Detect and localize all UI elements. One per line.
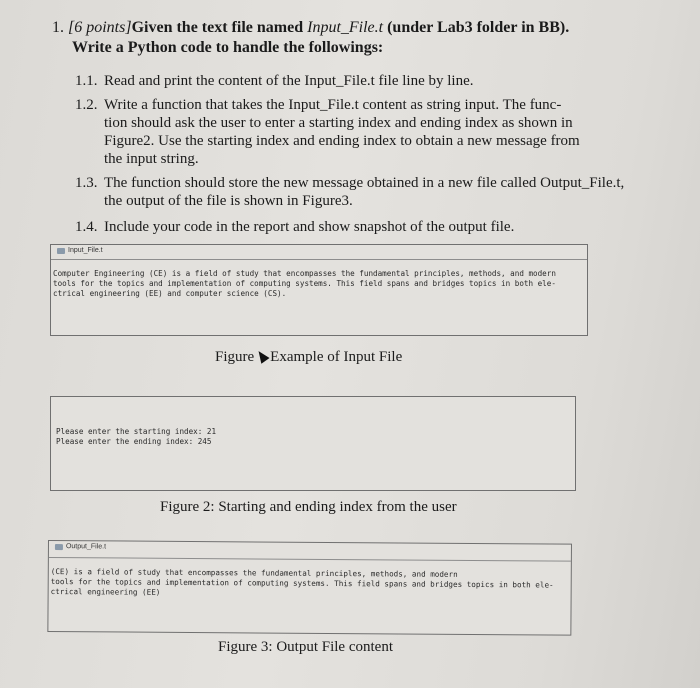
file-line: ctrical engineering (EE) xyxy=(50,587,161,597)
file-line: (CE) is a field of study that encompasses the fundamental principles, methods, and modern xyxy=(50,567,458,579)
subitem-number: 1.4. xyxy=(75,219,98,235)
file-line: ctrical engineering (EE) and computer science (CS). xyxy=(53,289,287,298)
caption-label: Figure xyxy=(215,349,255,365)
file-line: tools for the topics and implementation of computing systems. This field spans and bridges topics in both ele- xyxy=(50,577,554,590)
file-content xyxy=(51,567,554,601)
subitem-text: Write a function that takes the Input_File.t content as string input. The func- xyxy=(104,97,562,113)
tab-divider xyxy=(51,259,587,260)
file-icon xyxy=(57,248,65,254)
window-title xyxy=(57,247,103,254)
file-content xyxy=(53,269,556,299)
input-file-window xyxy=(50,244,588,336)
caption-text: Example of Input File xyxy=(270,349,403,365)
file-line: tools for the topics and implementation of computing systems. This field spans and bridges topics in both ele- xyxy=(53,279,556,288)
subitem-1-2 xyxy=(75,96,675,168)
subitem-1-4 xyxy=(75,218,675,238)
tab-divider xyxy=(49,557,571,562)
subitem-1-1 xyxy=(75,72,675,92)
subitem-text: Figure2. Use the starting index and ending index to obtain a new message from xyxy=(104,133,580,149)
subitem-text: The function should store the new message obtained in a new file called Output_File.t, xyxy=(104,175,625,191)
subitem-number: 1.2. xyxy=(75,97,98,113)
subitem-text: tion should ask the user to enter a starting index and ending index as shown in xyxy=(104,115,573,131)
subitem-number: 1.1. xyxy=(75,73,98,89)
subitem-text: the output of the file is shown in Figure3. xyxy=(104,193,353,209)
terminal-content xyxy=(56,427,216,447)
figure-2-caption: Figure 2: Starting and ending index from the user xyxy=(160,499,457,515)
subitem-number: 1.3. xyxy=(75,175,98,191)
question-points: [6 points] xyxy=(68,19,132,36)
subitem-text: the input string. xyxy=(104,151,199,167)
output-file-window xyxy=(47,540,572,636)
subitem-text: Read and print the content of the Input_File.t file line by line. xyxy=(104,73,474,89)
figure-3-caption: Figure 3: Output File content xyxy=(218,639,393,655)
figure-1-caption xyxy=(215,348,402,366)
question-filename: Input_File.t xyxy=(307,19,384,36)
window-title xyxy=(55,543,106,550)
file-icon xyxy=(55,544,63,550)
terminal-line: Please enter the ending index: 245 xyxy=(56,437,212,446)
terminal-window xyxy=(50,396,576,491)
subitem-text: Include your code in the report and show snapshot of the output file. xyxy=(104,219,515,235)
question-number: 1. xyxy=(52,19,64,36)
mouse-cursor-icon xyxy=(255,348,270,364)
question-instruction: Write a Python code to handle the followings: xyxy=(72,39,384,56)
window-title-text: Output_File.t xyxy=(65,543,107,551)
question-intro: Given the text file named xyxy=(131,19,308,36)
file-line: Computer Engineering (CE) is a field of study that encompasses the fundamental principles, methods, and modern xyxy=(53,269,556,278)
question-folder-note: (under Lab3 folder in BB). xyxy=(383,19,570,36)
window-title-text: Input_File.t xyxy=(68,247,103,254)
terminal-line: Please enter the starting index: 21 xyxy=(56,427,217,436)
question-header xyxy=(52,18,569,38)
subitem-1-3 xyxy=(75,174,675,210)
